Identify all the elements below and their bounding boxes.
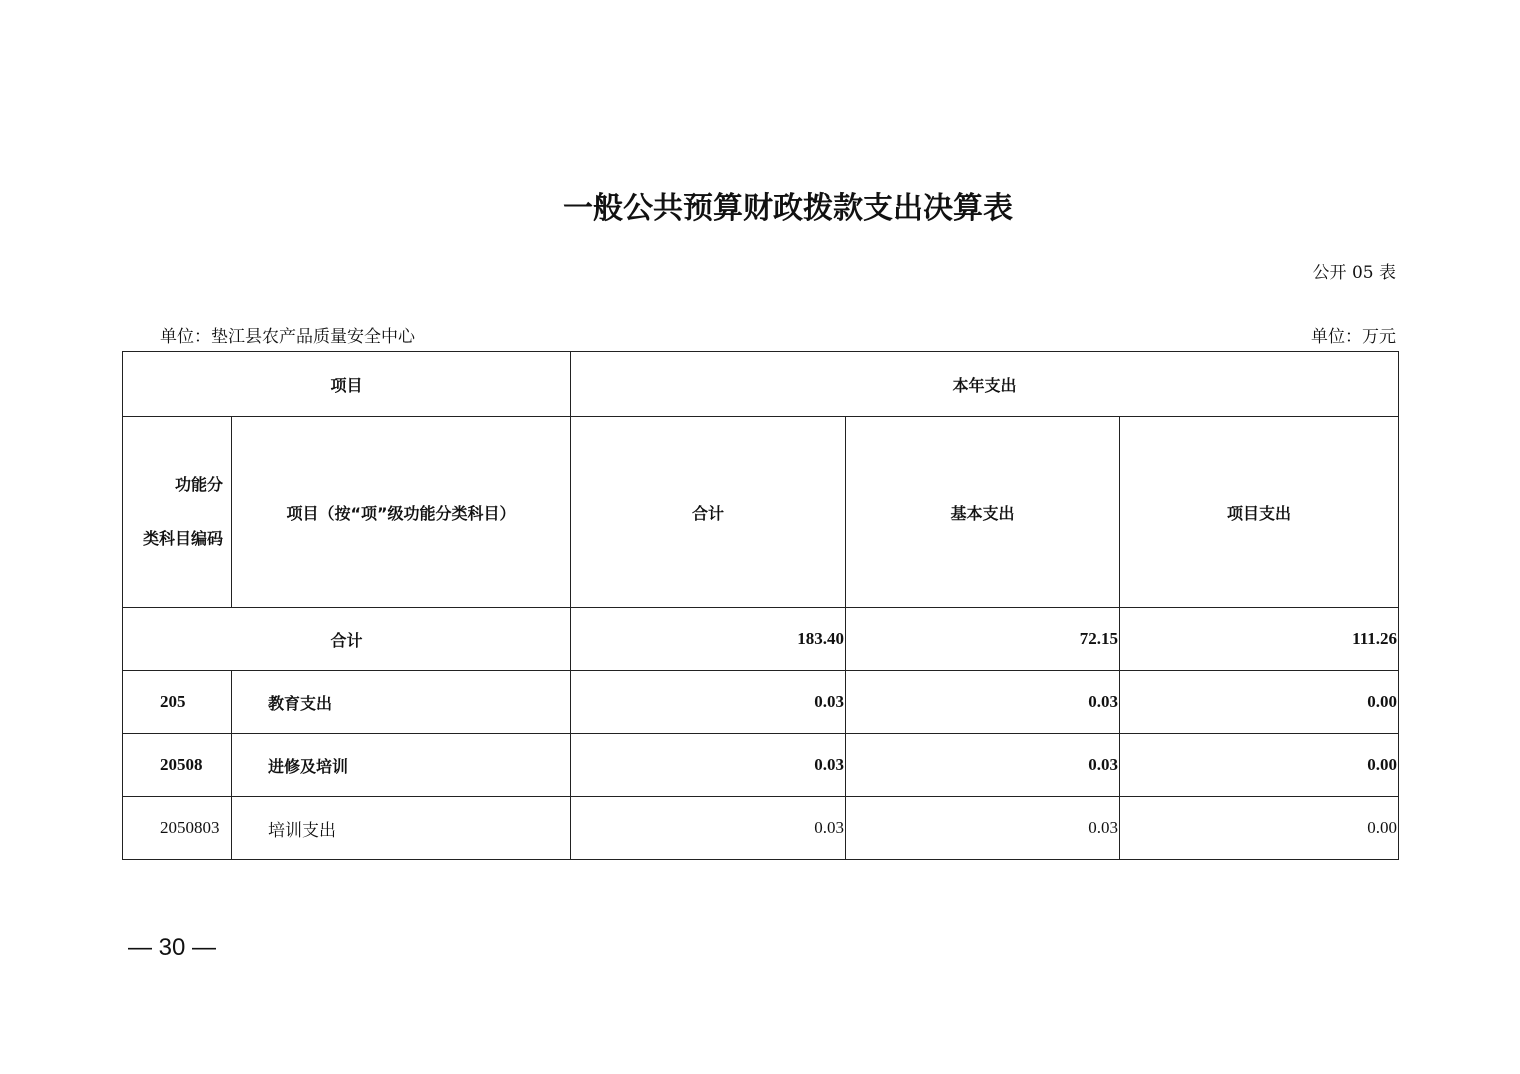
unit-currency: 单位：万元 (1311, 327, 1396, 347)
total-basic: 72.15 (846, 608, 1120, 671)
row-basic: 0.03 (846, 734, 1120, 797)
row-total: 0.03 (571, 734, 846, 797)
row-basic: 0.03 (846, 797, 1120, 860)
row-code: 205 (123, 671, 232, 734)
row-code: 20508 (123, 734, 232, 797)
header-item-desc: 项目（按“项”级功能分类科目） (232, 417, 571, 608)
header-this-year-expense: 本年支出 (571, 352, 1399, 417)
unit-organization: 单位：垫江县农产品质量安全中心 (160, 327, 415, 347)
row-name: 进修及培训 (232, 734, 571, 797)
row-code: 2050803 (123, 797, 232, 860)
table-code: 公开 05 表 (1312, 263, 1396, 283)
page-number: — 30 — (128, 934, 217, 961)
header-func-code-line2: 类科目编码 (142, 529, 223, 548)
budget-table (122, 351, 1399, 860)
table-row (123, 734, 1399, 797)
total-label: 合计 (123, 608, 571, 671)
total-project: 111.26 (1120, 608, 1399, 671)
row-name: 教育支出 (232, 671, 571, 734)
row-name: 培训支出 (232, 797, 571, 860)
table-row (123, 671, 1399, 734)
header-project: 项目 (123, 352, 571, 417)
header-total: 合计 (571, 417, 846, 608)
row-basic: 0.03 (846, 671, 1120, 734)
total-row (123, 608, 1399, 671)
header-func-code-line1: 功能分 (174, 475, 223, 494)
row-total: 0.03 (571, 797, 846, 860)
header-row-top (123, 352, 1399, 417)
header-project-expense: 项目支出 (1120, 417, 1399, 608)
header-row-detail (123, 417, 1399, 608)
row-total: 0.03 (571, 671, 846, 734)
row-project: 0.00 (1120, 734, 1399, 797)
row-project: 0.00 (1120, 671, 1399, 734)
document-title: 一般公共预算财政拨款支出决算表 (563, 191, 1013, 226)
header-func-code (123, 417, 232, 608)
header-basic: 基本支出 (846, 417, 1120, 608)
table-row (123, 797, 1399, 860)
row-project: 0.00 (1120, 797, 1399, 860)
total-total: 183.40 (571, 608, 846, 671)
